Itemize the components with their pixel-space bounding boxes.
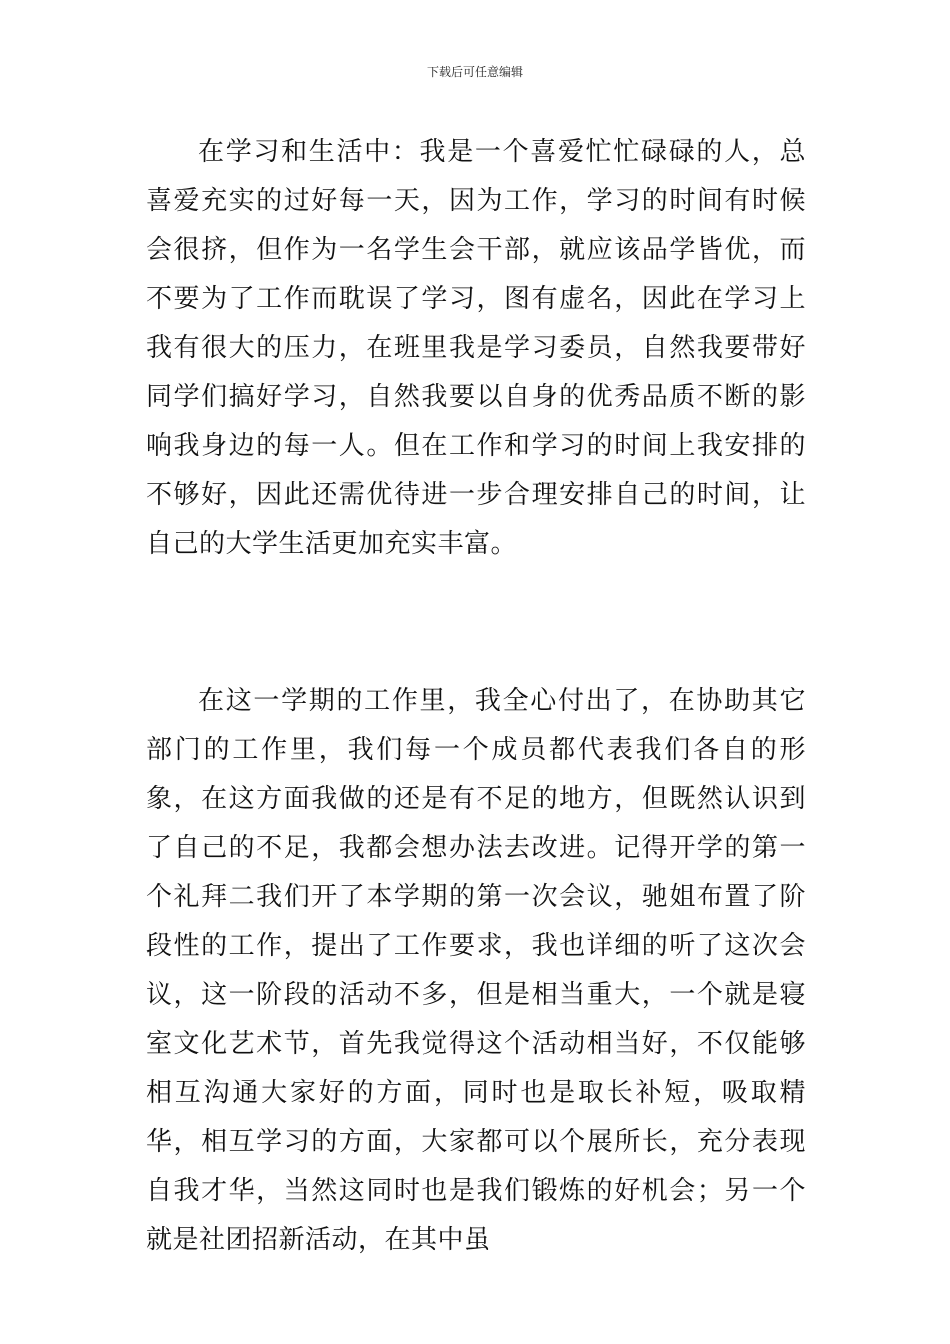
document-body [146, 128, 806, 1265]
paragraph-study-life: 在学习和生活中：我是一个喜爱忙忙碌碌的人，总喜爱充实的过好每一天，因为工作，学习的时间有时候会很挤，但作为一名学生会干部，就应该品学皆优，而不要为了工作而耽误了学习，图有虚名，因此在学习上我有很大的压力，在班里我是学习委员，自然我要带好同学们搞好学习，自然我要以自身的优秀品质不断的影响我身边的每一人。但在工作和学习的时间上我安排的不够好，因此还需优待进一步合理安排自己的时间，让自己的大学生活更加充实丰富。 [146, 137, 806, 559]
page-header: 下载后可任意编辑 [426, 65, 523, 79]
paragraph-semester-work: 在这一学期的工作里，我全心付出了，在协助其它部门的工作里，我们每一个成员都代表我们各自的形象，在这方面我做的还是有不足的地方，但既然认识到了自己的不足，我都会想办法去改进。记得开学的第一个礼拜二我们开了本学期的第一次会议，驰姐布置了阶段性的工作，提出了工作要求，我也详细的听了这次会议，这一阶段的活动不多，但是相当重大，一个就是寝室文化艺术节，首先我觉得这个活动相当好，不仅能够相互沟通大家好的方面，同时也是取长补短，吸取精华，相互学习的方面，大家都可以个展所长，充分表现自我才华，当然这同时也是我们锻炼的好机会；另一个就是社团招新活动，在其中虽 [146, 686, 806, 1255]
